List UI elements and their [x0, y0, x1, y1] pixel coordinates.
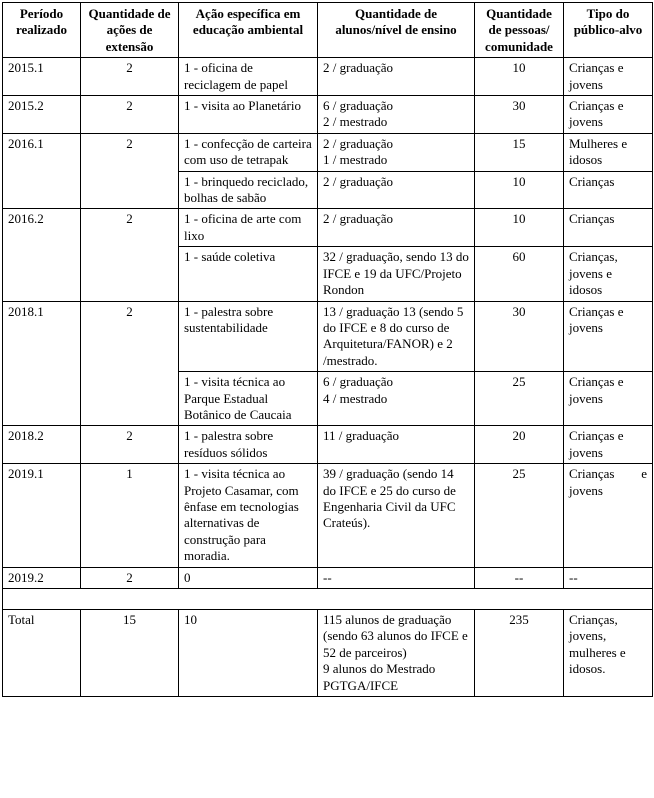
pessoas-cell: 30	[475, 301, 564, 372]
total-publico: Crianças, jovens, mulheres e idosos.	[564, 610, 653, 697]
spacer-cell	[3, 589, 653, 610]
periodo-cell: 2016.2	[3, 209, 81, 301]
publico-cell: Crianças	[564, 209, 653, 247]
publico-cell: Crianças e jovens	[564, 301, 653, 372]
publico-cell: Crianças e jovens	[564, 464, 653, 567]
pessoas-cell: 20	[475, 426, 564, 464]
pessoas-cell: 10	[475, 209, 564, 247]
acao-cell: 1 - oficina de reciclagem de papel	[179, 58, 318, 96]
acao-cell: 1 - visita técnica ao Projeto Casamar, com ênfase em tecnologias alternativas de construção para moradia.	[179, 464, 318, 567]
alunos-cell: 32 / graduação, sendo 13 do IFCE e 19 da UFC/Projeto Rondon	[318, 247, 475, 301]
periodo-cell: 2016.1	[3, 133, 81, 209]
alunos-cell: 6 / graduação 4 / mestrado	[318, 372, 475, 426]
document-page	[2, 2, 653, 697]
total-row	[3, 610, 653, 697]
acao-cell: 1 - visita ao Planetário	[179, 96, 318, 134]
quantidade-cell: 2	[81, 426, 179, 464]
acao-cell: 1 - palestra sobre sustentabilidade	[179, 301, 318, 372]
quantidade-cell: 2	[81, 301, 179, 426]
extension-actions-table	[2, 2, 653, 697]
quantidade-cell: 2	[81, 209, 179, 301]
table-row	[3, 209, 653, 247]
publico-cell: Crianças e jovens	[564, 58, 653, 96]
header-acao: Ação específica em educação ambiental	[179, 3, 318, 58]
alunos-cell: 2 / graduação	[318, 209, 475, 247]
spacer-row	[3, 589, 653, 610]
pessoas-cell: 25	[475, 464, 564, 567]
periodo-cell: 2018.2	[3, 426, 81, 464]
pessoas-cell: 10	[475, 58, 564, 96]
periodo-cell: 2018.1	[3, 301, 81, 426]
header-row	[3, 3, 653, 58]
alunos-cell: 6 / graduação 2 / mestrado	[318, 96, 475, 134]
publico-cell: Crianças e jovens	[564, 426, 653, 464]
quantidade-cell: 2	[81, 96, 179, 134]
table-row	[3, 96, 653, 134]
pessoas-cell: --	[475, 567, 564, 588]
alunos-cell: --	[318, 567, 475, 588]
quantidade-cell: 2	[81, 567, 179, 588]
total-acao: 10	[179, 610, 318, 697]
header-alunos: Quantidade de alunos/nível de ensino	[318, 3, 475, 58]
acao-cell: 1 - palestra sobre resíduos sólidos	[179, 426, 318, 464]
alunos-cell: 2 / graduação 1 / mestrado	[318, 133, 475, 171]
quantidade-cell: 2	[81, 133, 179, 209]
publico-cell: Crianças e jovens	[564, 96, 653, 134]
acao-cell: 0	[179, 567, 318, 588]
periodo-cell: 2015.1	[3, 58, 81, 96]
alunos-cell: 2 / graduação	[318, 171, 475, 209]
alunos-cell: 2 / graduação	[318, 58, 475, 96]
header-publico: Tipo do público-alvo	[564, 3, 653, 58]
table-body	[3, 58, 653, 589]
total-pessoas: 235	[475, 610, 564, 697]
periodo-cell: 2015.2	[3, 96, 81, 134]
pessoas-cell: 25	[475, 372, 564, 426]
acao-cell: 1 - brinquedo reciclado, bolhas de sabão	[179, 171, 318, 209]
alunos-cell: 13 / graduação 13 (sendo 5 do IFCE e 8 do curso de Arquitetura/FANOR) e 2 /mestrado.	[318, 301, 475, 372]
header-periodo: Período realizado	[3, 3, 81, 58]
acao-cell: 1 - saúde coletiva	[179, 247, 318, 301]
acao-cell: 1 - oficina de arte com lixo	[179, 209, 318, 247]
header-pessoas: Quantidade de pessoas/ comunidade	[475, 3, 564, 58]
total-label: Total	[3, 610, 81, 697]
alunos-cell: 39 / graduação (sendo 14 do IFCE e 25 do curso de Engenharia Civil da UFC Crateús).	[318, 464, 475, 567]
total-quantidade: 15	[81, 610, 179, 697]
acao-cell: 1 - visita técnica ao Parque Estadual Botânico de Caucaia	[179, 372, 318, 426]
periodo-cell: 2019.2	[3, 567, 81, 588]
publico-cell: Crianças, jovens e idosos	[564, 247, 653, 301]
publico-cell: Crianças e jovens	[564, 372, 653, 426]
periodo-cell: 2019.1	[3, 464, 81, 567]
table-row	[3, 426, 653, 464]
table-row	[3, 133, 653, 171]
alunos-cell: 11 / graduação	[318, 426, 475, 464]
table-row	[3, 567, 653, 588]
table-row	[3, 58, 653, 96]
publico-cell: Mulheres e idosos	[564, 133, 653, 171]
quantidade-cell: 2	[81, 58, 179, 96]
table-row	[3, 464, 653, 567]
pessoas-cell: 10	[475, 171, 564, 209]
publico-cell: Crianças	[564, 171, 653, 209]
table-row	[3, 301, 653, 372]
pessoas-cell: 60	[475, 247, 564, 301]
quantidade-cell: 1	[81, 464, 179, 567]
total-alunos: 115 alunos de graduação (sendo 63 alunos do IFCE e 52 de parceiros) 9 alunos do Mestrado PGTGA/IFCE	[318, 610, 475, 697]
publico-cell: --	[564, 567, 653, 588]
pessoas-cell: 15	[475, 133, 564, 171]
pessoas-cell: 30	[475, 96, 564, 134]
acao-cell: 1 - confecção de carteira com uso de tetrapak	[179, 133, 318, 171]
header-quantidade-acoes: Quantidade de ações de extensão	[81, 3, 179, 58]
total-section	[3, 589, 653, 697]
